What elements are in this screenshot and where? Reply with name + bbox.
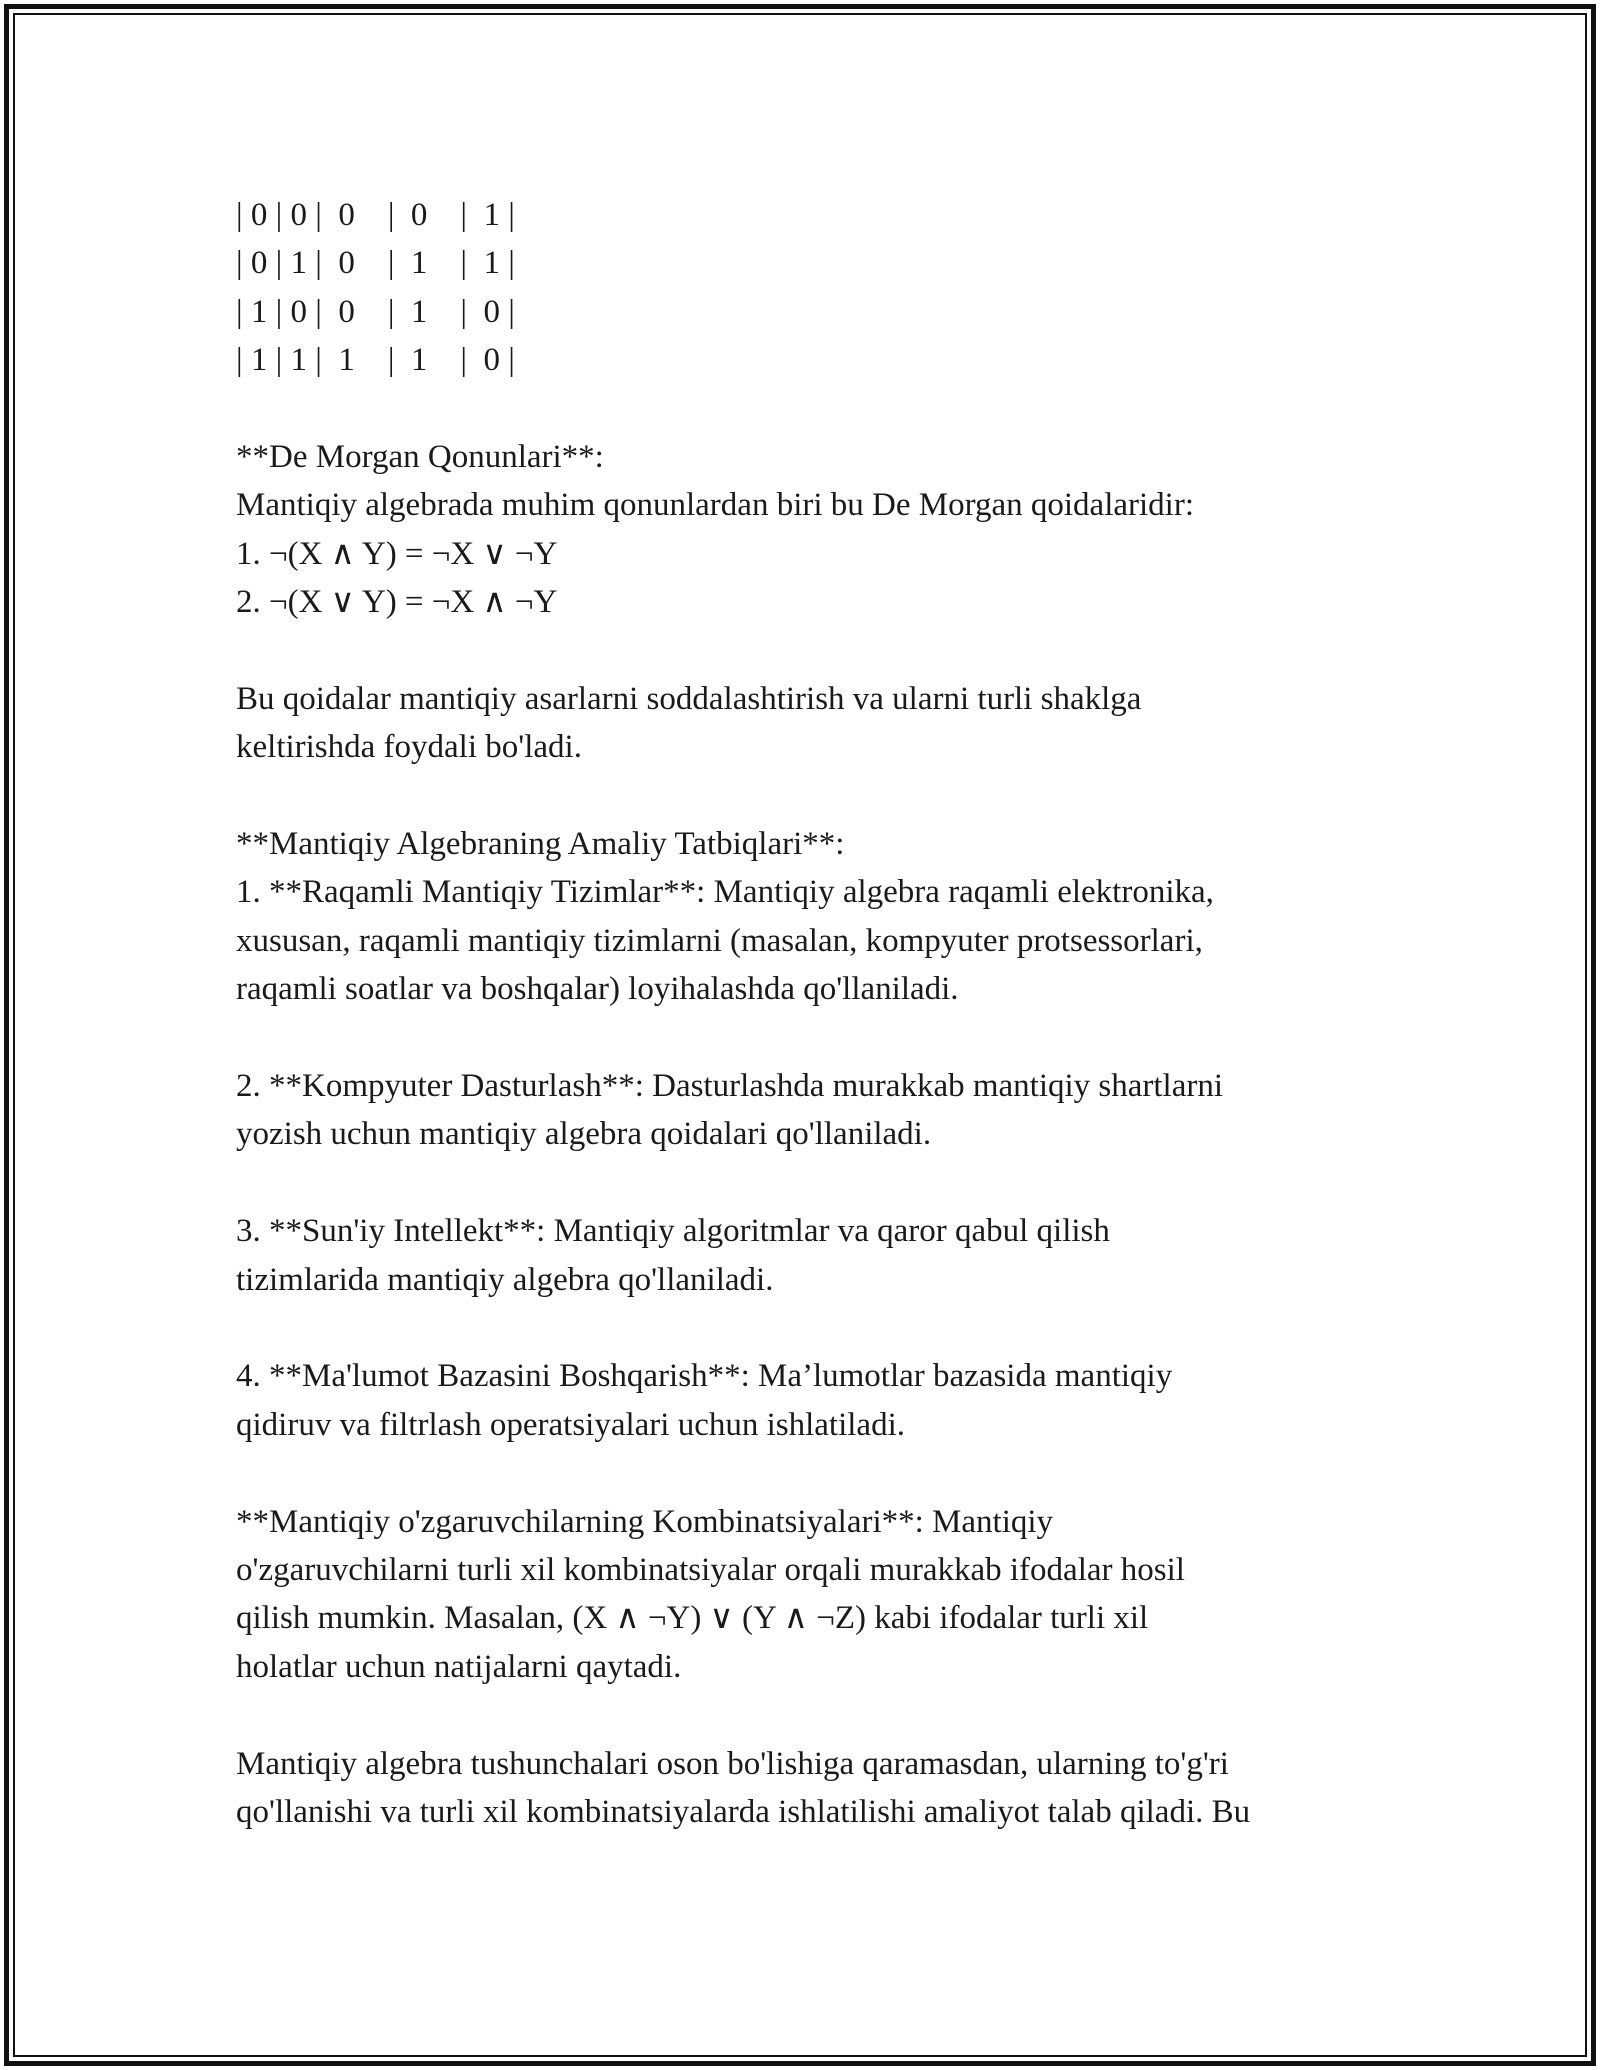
paragraph-gap bbox=[236, 385, 1396, 433]
text-line: qilish mumkin. Masalan, (X ∧ ¬Y) ∨ (Y ∧ ¬Z) kabi ifodalar turli xil bbox=[236, 1600, 1149, 1637]
simplify-paragraph bbox=[236, 675, 1396, 772]
paragraph-gap bbox=[236, 627, 1396, 675]
application-item-1 bbox=[236, 868, 1396, 1013]
truth-table-row: | 0 | 1 | 0 | 1 | 1 | bbox=[236, 245, 515, 282]
paragraph-gap bbox=[236, 772, 1396, 820]
text-line: xususan, raqamli mantiqiy tizimlarni (masalan, kompyuter protsessorlari, bbox=[236, 922, 1203, 959]
text-line: qidiruv va filtrlash operatsiyalari uchun ishlatiladi. bbox=[236, 1406, 905, 1443]
text-line: Bu qoidalar mantiqiy asarlarni soddalashtirish va ularni turli shaklga bbox=[236, 680, 1142, 717]
de-morgan-section bbox=[236, 433, 1396, 627]
de-morgan-heading: **De Morgan Qonunlari**: bbox=[236, 438, 604, 475]
applications-section bbox=[236, 820, 1396, 1449]
truth-table-row: | 1 | 0 | 0 | 1 | 0 | bbox=[236, 293, 515, 330]
truth-table-row: | 1 | 1 | 1 | 1 | 0 | bbox=[236, 342, 515, 379]
paragraph-gap bbox=[236, 1304, 1396, 1352]
paragraph-gap bbox=[236, 1014, 1396, 1062]
text-line: tizimlarida mantiqiy algebra qo'llaniladi. bbox=[236, 1261, 774, 1298]
application-item-2 bbox=[236, 1062, 1396, 1159]
truth-table-row: | 0 | 0 | 0 | 0 | 1 | bbox=[236, 197, 515, 233]
paragraph-gap bbox=[236, 1159, 1396, 1207]
de-morgan-rule-2: 2. ¬(X ∨ Y) = ¬X ∧ ¬Y bbox=[236, 584, 558, 621]
text-line: 2. **Kompyuter Dasturlash**: Dasturlashda murakkab mantiqiy shartlarni bbox=[236, 1068, 1224, 1105]
text-line: 1. **Raqamli Mantiqiy Tizimlar**: Mantiqiy algebra raqamli elektronika, bbox=[236, 874, 1214, 911]
application-item-3 bbox=[236, 1207, 1396, 1304]
text-line: holatlar uchun natijalarni qaytadi. bbox=[236, 1648, 682, 1685]
text-line: raqamli soatlar va boshqalar) loyihalashda qo'llaniladi. bbox=[236, 971, 959, 1008]
applications-heading: **Mantiqiy Algebraning Amaliy Tatbiqlari**: bbox=[236, 826, 845, 863]
document-body bbox=[236, 191, 1396, 1836]
text-line: 3. **Sun'iy Intellekt**: Mantiqiy algoritmlar va qaror qabul qilish bbox=[236, 1213, 1110, 1250]
paragraph-gap bbox=[236, 1449, 1396, 1497]
text-line: keltirishda foydali bo'ladi. bbox=[236, 729, 582, 766]
text-line: 4. **Ma'lumot Bazasini Boshqarish**: Ma’lumotlar bazasida mantiqiy bbox=[236, 1358, 1173, 1395]
truth-table bbox=[236, 191, 1396, 385]
text-line: qo'llanishi va turli xil kombinatsiyalarda ishlatilishi amaliyot talab qiladi. Bu bbox=[236, 1793, 1251, 1830]
text-line: **Mantiqiy o'zgaruvchilarning Kombinatsiyalari**: Mantiqiy bbox=[236, 1503, 1054, 1540]
text-line: o'zgaruvchilarni turli xil kombinatsiyalar orqali murakkab ifodalar hosil bbox=[236, 1551, 1185, 1588]
conclusion-paragraph bbox=[236, 1740, 1396, 1837]
application-item-4 bbox=[236, 1352, 1396, 1449]
text-line: Mantiqiy algebra tushunchalari oson bo'lishiga qaramasdan, ularning to'g'ri bbox=[236, 1745, 1229, 1782]
combinations-paragraph bbox=[236, 1498, 1396, 1692]
de-morgan-rule-1: 1. ¬(X ∧ Y) = ¬X ∨ ¬Y bbox=[236, 535, 558, 572]
text-line: yozish uchun mantiqiy algebra qoidalari qo'llaniladi. bbox=[236, 1116, 932, 1153]
paragraph-gap bbox=[236, 1691, 1396, 1739]
de-morgan-intro: Mantiqiy algebrada muhim qonunlardan biri bu De Morgan qoidalaridir: bbox=[236, 487, 1194, 524]
